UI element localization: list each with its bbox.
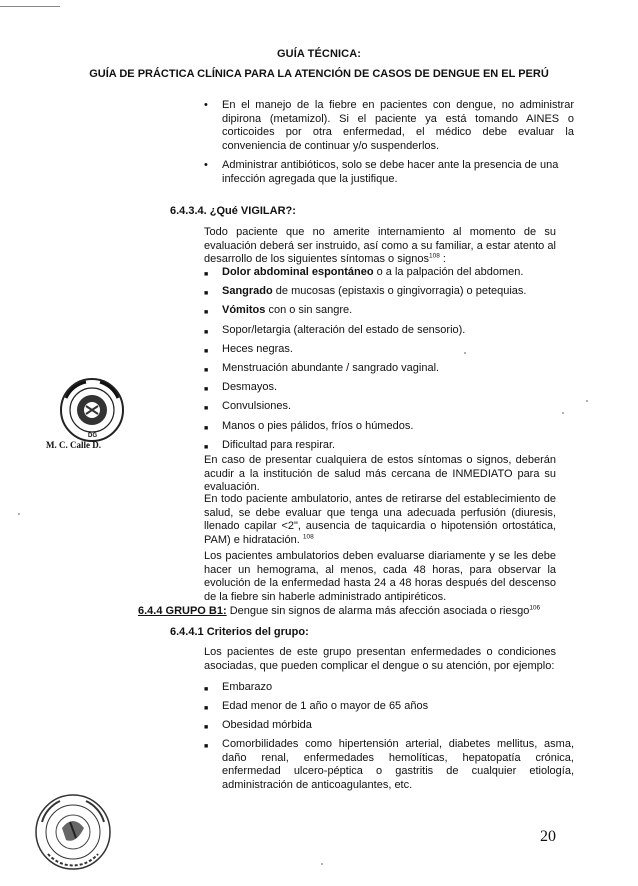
group-label: 6.4.4 GRUPO B1: <box>138 605 227 617</box>
list-item <box>204 159 574 186</box>
list-item <box>204 420 574 434</box>
page-header-subtitle: GUÍA DE PRÁCTICA CLÍNICA PARA LA ATENCIÓN DE CASOS DE DENGUE EN EL PERÚ <box>89 68 549 80</box>
paragraph: En todo paciente ambulatorio, antes de retirarse del establecimiento de salud, se debe evaluar que tenga una adecuada perfusión (diuresis, llenado capilar <2", ausencia de taquicardia o hipotensión ortostática, PAM) e hidratación. $^{108}$ <box>204 493 556 546</box>
bullet-square-icon: ■ <box>204 347 209 355</box>
list-item: ■ Comorbilidades como hipertensión arterial, diabetes mellitus, asma, daño renal, enfermedades hemolíticas, hepatopatía crónica, enfermedad ulcero-péptica o gastritis de cualquier etiología, administración de anticoagulantes, etc. <box>204 738 574 791</box>
scan-speck <box>321 863 323 865</box>
bullet-square-icon: ■ <box>204 724 209 731</box>
sign-text: Manos o pies pálidos, fríos o húmedos. <box>222 419 414 432</box>
bullet-square-icon: ■ <box>204 424 209 432</box>
fever-bullet-text: Administrar antibióticos, solo se debe hacer ante la presencia de una infección agregada que la justifique. <box>222 159 559 185</box>
list-item <box>204 266 574 280</box>
health-seal-stamp-icon <box>30 792 116 872</box>
sign-text: Menstruación abundante / sangrado vaginal. <box>222 362 440 374</box>
bullet-square-icon: ■ <box>204 686 209 693</box>
section-intro: Todo paciente que no amerite internamiento al momento de su evaluación deberá ser instruido, así como a su familiar, a estar atento al desarrollo de los siguientes síntomas o signos$^{108}$ : <box>204 226 556 265</box>
list-item <box>204 285 574 299</box>
list-item <box>204 324 574 338</box>
fever-bullet-text: En el manejo de la fiebre en pacientes con dengue, no administrar dipirona (metamizol). Si el paciente ya está tomando AINES o corticoides por otra enfermedad, el médico debe evaluar la conveniencia de continuar y/o suspenderlos. <box>222 99 574 152</box>
sign-text: Convulsiones. <box>222 400 292 413</box>
top-rule <box>0 6 60 7</box>
bullet-square-icon: ■ <box>204 309 209 317</box>
signature-text: M. C. Calle D. <box>46 440 101 450</box>
scan-speck <box>464 352 466 354</box>
section-heading-group-b1 <box>138 605 568 619</box>
bullet-square-icon: ■ <box>204 367 209 374</box>
group-title: Dengue sin signos de alarma más afección asociada o riesgo <box>226 605 530 617</box>
bullet-square-icon: ■ <box>204 705 209 712</box>
bullet-dot-icon: • <box>204 159 208 171</box>
bullet-square-icon: ■ <box>204 328 209 336</box>
list-item: ■ Embarazo <box>204 681 574 695</box>
bullet-square-icon: ■ <box>204 386 209 394</box>
paragraph: Los pacientes de este grupo presentan enfermedades o condiciones asociadas, que pueden complicar el dengue o su atención, por ejemplo: <box>204 646 556 672</box>
list-item <box>204 99 574 153</box>
sign-text: Heces negras. <box>222 342 293 355</box>
paragraph: Los pacientes ambulatorios deben evaluarse diariamente y se les debe hacer un hemograma, al menos, cada 48 horas, para observar la evolución de la enfermedad hasta 24 a 48 horas después del descenso de la fiebre sin haberle administrado antipiréticos. <box>204 550 556 603</box>
sign-bold-text: Dolor abdominal espontáneo <box>222 266 374 278</box>
sign-text: Desmayos. <box>222 381 278 394</box>
sign-text: Sopor/letargia (alteración del estado de sensorio). <box>222 323 466 336</box>
bullet-square-icon: ■ <box>204 405 209 413</box>
bullet-square-icon: ■ <box>204 443 209 451</box>
scan-speck <box>18 513 20 515</box>
reference-superscript: 106 <box>529 604 541 612</box>
list-item: ■ Obesidad mórbida <box>204 719 574 733</box>
svg-text:DG: DG <box>88 433 97 439</box>
bullet-dot-icon: • <box>204 99 208 111</box>
sign-text: de mucosas (epistaxis o gingivorragia) o petequias. <box>272 285 527 298</box>
paragraph: En caso de presentar cualquiera de estos síntomas o signos, deberán acudir a la institución de salud más cercana de INMEDIATO para su evaluación. <box>204 454 556 493</box>
list-item <box>204 343 574 357</box>
sign-bold-text: Sangrado <box>222 285 273 298</box>
list-item <box>204 362 574 376</box>
list-item <box>204 304 574 318</box>
sign-bold-text: Vómitos <box>222 304 266 317</box>
sign-text: o a la palpación del abdomen. <box>373 266 524 278</box>
bullet-square-icon: ■ <box>204 743 209 750</box>
page-header-title: GUÍA TÉCNICA: <box>277 48 361 60</box>
section-heading: 6.4.3.4. ¿Qué VIGILAR?: <box>170 205 296 217</box>
sign-text: con o sin sangre. <box>265 304 353 317</box>
subsection-heading: 6.4.4.1 Criterios del grupo: <box>170 626 309 638</box>
bullet-square-icon: ■ <box>204 271 209 278</box>
list-item <box>204 400 574 414</box>
scan-speck <box>586 400 588 402</box>
scan-speck <box>562 412 564 414</box>
sign-text: Dificultad para respirar. <box>222 438 336 451</box>
list-item <box>204 381 574 395</box>
page-number: 20 <box>540 828 556 845</box>
reference-superscript: 108 <box>302 532 314 540</box>
ministry-seal-stamp-icon <box>56 376 128 444</box>
reference-superscript: 108 <box>429 252 440 260</box>
bullet-square-icon: ■ <box>204 290 209 298</box>
list-item: ■ Edad menor de 1 año o mayor de 65 años <box>204 700 574 714</box>
list-item <box>204 439 574 453</box>
